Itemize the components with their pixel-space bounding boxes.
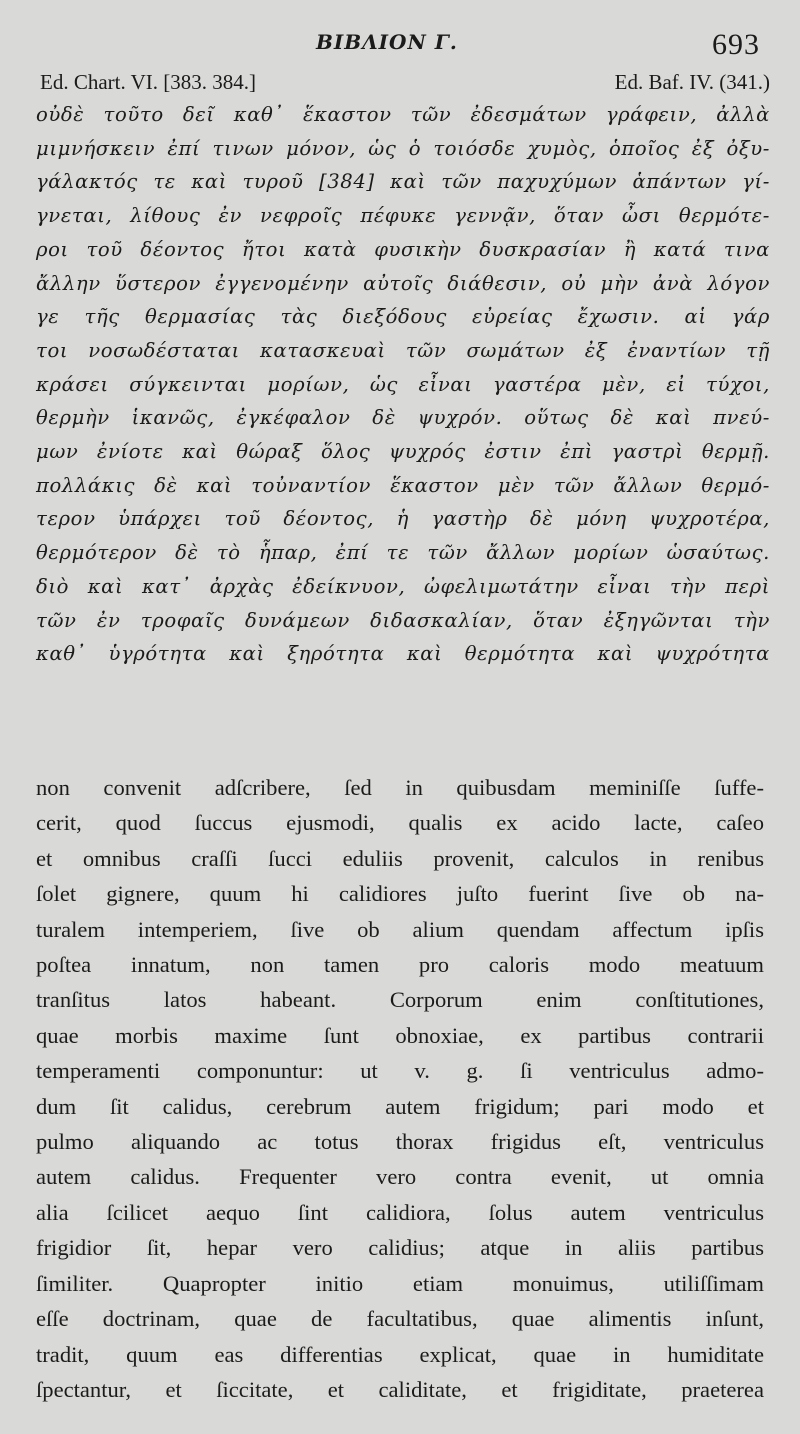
edition-reference-chartier: Ed. Chart. VI. [383. 384.] xyxy=(40,70,256,94)
latin-line: dum ſit calidus, cerebrum autem frigidum; pari modo et xyxy=(36,1093,764,1119)
greek-line: ἄλλην ὕστερον ἐγγενομένην αὐτοῖς διάθεσιν, οὐ μὴν ἀνὰ λόγον xyxy=(36,271,770,295)
greek-line: θερμότερον δὲ τὸ ἧπαρ, ἐπί τε τῶν ἄλλων μορίων ὡσαύτως. xyxy=(36,541,770,565)
greek-line: τῶν ἐν τροφαῖς δυνάμεων διδασκαλίαν, ὅταν ἐξηγῶνται τὴν xyxy=(36,608,770,632)
greek-line: πολλάκις δὲ καὶ τοὐναντίον ἕκαστον μὲν τῶν ἄλλων θερμό- xyxy=(36,473,770,497)
latin-line: pulmo aliquando ac totus thorax frigidus eſt, ventriculus xyxy=(36,1129,764,1155)
latin-line: ſimiliter. Quapropter initio etiam monuimus, utiliſſimam xyxy=(36,1270,764,1296)
running-head xyxy=(0,28,800,62)
greek-line: διὸ καὶ κατ᾽ ἀρχὰς ἐδείκνυον, ὠφελιμωτάτην εἶναι τὴν περὶ xyxy=(36,574,770,598)
latin-line: tranſitus latos habeant. Corporum enim conſtitutiones, xyxy=(36,987,764,1013)
greek-line: γάλακτός τε καὶ τυροῦ [384] καὶ τῶν παχυχύμων ἁπάντων γί- xyxy=(36,170,770,194)
latin-line: poſtea innatum, non tamen pro caloris modo meatuum xyxy=(36,952,764,978)
greek-line: κράσει σύγκεινται μορίων, ὡς εἶναι γαστέρα μὲν, εἰ τύχοι, xyxy=(36,372,770,396)
latin-line: temperamenti componuntur: ut v. g. ſi ventriculus admo- xyxy=(36,1058,764,1084)
latin-line: eſſe doctrinam, quae de facultatibus, quae alimentis inſunt, xyxy=(36,1306,764,1332)
edition-reference-basel: Ed. Baf. IV. (341.) xyxy=(614,70,770,94)
latin-line: autem calidus. Frequenter vero contra evenit, ut omnia xyxy=(36,1164,764,1190)
greek-line: γνεται, λίθους ἐν νεφροῖς πέφυκε γεννᾷν, ὅταν ὦσι θερμότε- xyxy=(36,204,770,228)
latin-line: frigidior ſit, hepar vero calidius; atque in aliis partibus xyxy=(36,1235,764,1261)
greek-line: μων ἐνίοτε καὶ θώραξ ὅλος ψυχρός ἐστιν ἐπὶ γαστρὶ θερμῇ. xyxy=(36,440,770,464)
latin-line: et omnibus craſſi ſucci eduliis provenit, calculos in renibus xyxy=(36,845,764,871)
greek-text-block xyxy=(36,98,770,671)
greek-line: οὐδὲ τοῦτο δεῖ καθ᾽ ἕκαστον τῶν ἐδεσμάτων γράφειν, ἀλλὰ xyxy=(36,103,770,126)
latin-text-block xyxy=(36,770,764,1407)
book-title: ΒΙΒΛΙΟΝ Γ. xyxy=(316,30,458,54)
latin-line: quae morbis maxime ſunt obnoxiae, ex partibus contrarii xyxy=(36,1022,764,1048)
greek-line: τοι νοσωδέσταται κατασκευαὶ τῶν σωμάτων ἐξ ἐναντίων τῇ xyxy=(36,338,770,362)
greek-line: μιμνήσκειν ἐπί τινων μόνον, ὡς ὁ τοιόσδε χυμὸς, ὁποῖος ἐξ ὀξυ- xyxy=(36,136,770,160)
latin-line: alia ſcilicet aequo ſint calidiora, ſolus autem ventriculus xyxy=(36,1199,764,1225)
greek-line: τερον ὑπάρχει τοῦ δέοντος, ἡ γαστὴρ δὲ μόνη ψυχροτέρα, xyxy=(36,507,770,531)
greek-line: καθ᾽ ὑγρότητα καὶ ξηρότητα καὶ θερμότητα καὶ ψυχρότητα xyxy=(36,642,770,666)
page-number: 693 xyxy=(712,28,760,61)
greek-line: γε τῆς θερμασίας τὰς διεξόδους εὐρείας ἔχωσιν. αἱ γάρ xyxy=(36,305,770,329)
edition-references xyxy=(36,70,770,100)
greek-line: ροι τοῦ δέοντος ἤτοι κατὰ φυσικὴν δυσκρασίαν ἢ κατά τινα xyxy=(36,237,770,261)
latin-line: ſolet gignere, quum hi calidiores juſto fuerint ſive ob na- xyxy=(36,881,764,907)
latin-line: ſpectantur, et ſiccitate, et caliditate, et frigiditate, praeterea xyxy=(36,1376,764,1402)
latin-line: turalem intemperiem, ſive ob alium quendam affectum ipſis xyxy=(36,916,764,942)
latin-line: tradit, quum eas differentias explicat, quae in humiditate xyxy=(36,1341,764,1367)
latin-line: cerit, quod ſuccus ejusmodi, qualis ex acido lacte, caſeo xyxy=(36,810,764,836)
latin-line: non convenit adſcribere, ſed in quibusdam meminiſſe ſuffe- xyxy=(36,775,764,800)
greek-line: θερμὴν ἱκανῶς, ἐγκέφαλον δὲ ψυχρόν. οὕτως δὲ καὶ πνεύ- xyxy=(36,406,770,430)
